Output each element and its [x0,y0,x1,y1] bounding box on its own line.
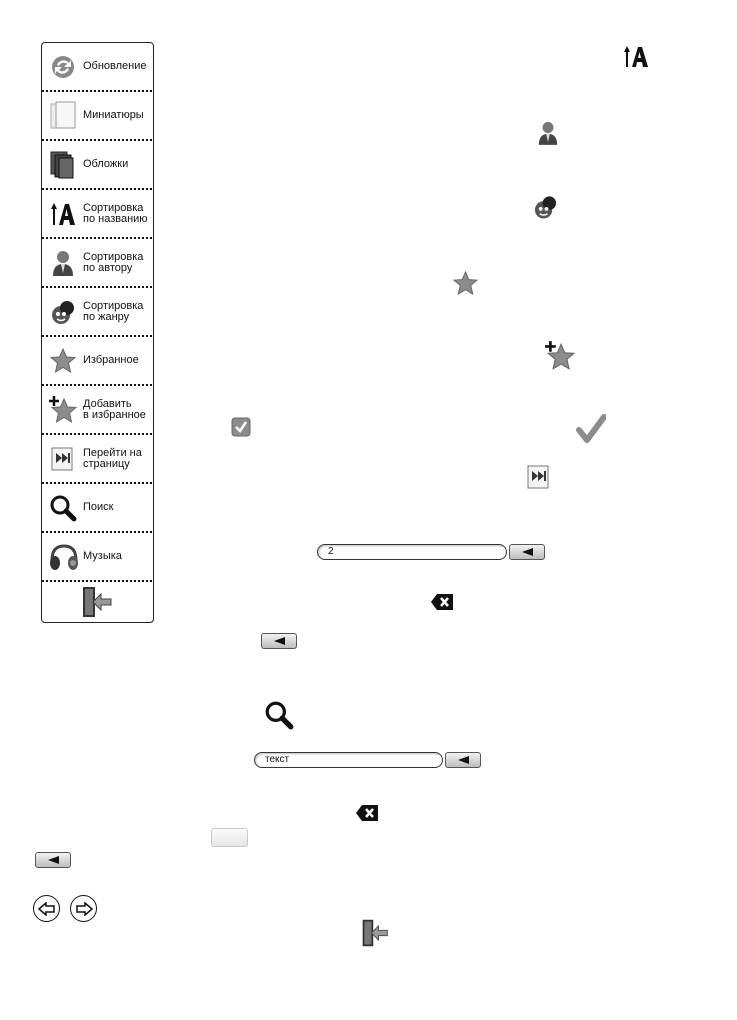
previous-arrow-icon[interactable] [33,895,60,922]
thumbnails-icon [48,99,78,133]
covers-icon [48,148,78,182]
add-to-favorites-icon[interactable] [545,340,575,377]
menu-item-refresh[interactable] [42,43,152,92]
back-arrow-icon [48,856,59,864]
page-input-back-button[interactable] [509,544,545,560]
menu-item-label: Сортировка по автору [83,250,144,274]
back-button[interactable] [35,852,71,868]
checkmark-icon[interactable] [576,414,606,449]
next-arrow-icon[interactable] [70,895,97,922]
menu-item-go-to-page[interactable] [42,435,152,484]
menu-item-thumbnails[interactable] [42,92,152,141]
menu-item-add-favorites[interactable] [42,386,152,435]
sort-by-title-icon[interactable] [622,44,650,73]
menu-item-music[interactable] [42,533,152,582]
sort-by-author-icon[interactable] [537,120,559,151]
back-arrow-icon [274,637,285,645]
menu-item-sort-title[interactable] [42,190,152,239]
search-input-back-button[interactable] [445,752,481,768]
menu-item-favorites[interactable] [42,337,152,386]
checkbox-checked-icon[interactable] [231,417,251,442]
backspace-icon[interactable] [430,593,454,616]
menu-item-covers[interactable] [42,141,152,190]
keyboard-icon[interactable] [211,828,248,847]
menu-item-label: Сортировка по названию [83,201,148,225]
sort-by-author-icon [48,246,78,280]
menu-item-search[interactable] [42,484,152,533]
exit-icon [81,585,113,619]
music-headphones-icon [48,540,78,574]
menu-item-label: Избранное [83,354,139,366]
menu-item-exit[interactable] [42,582,152,622]
back-arrow-icon [458,756,469,764]
back-arrow-icon [522,548,533,556]
favorites-star-icon [48,344,78,378]
menu-item-label: Сортировка по жанру [83,299,144,323]
menu-item-label: Перейти на страницу [83,446,142,470]
menu-item-label: Поиск [83,501,114,513]
search-icon[interactable] [264,700,294,735]
menu-item-sort-author[interactable] [42,239,152,288]
menu-item-label: Обновление [83,60,147,72]
search-text-input[interactable]: текст [254,752,443,768]
exit-icon[interactable] [360,918,390,953]
search-icon [48,491,78,525]
add-to-favorites-icon [48,393,78,427]
go-to-page-icon [48,442,78,476]
favorites-star-icon[interactable] [452,270,479,302]
side-menu [41,42,154,623]
refresh-icon [48,50,78,84]
go-to-page-icon[interactable] [525,463,553,496]
menu-item-label: Музыка [83,550,122,562]
backspace-icon[interactable] [355,804,379,827]
page-number-input[interactable]: 2 [317,544,507,560]
back-button[interactable] [261,633,297,649]
menu-item-label: Добавить в избранное [83,397,146,421]
sort-by-title-icon [48,197,78,231]
sort-by-genre-icon [48,295,78,329]
menu-item-label: Обложки [83,158,129,170]
sort-by-genre-icon[interactable] [533,193,558,226]
menu-item-sort-genre[interactable] [42,288,152,337]
menu-item-label: Миниатюры [83,109,144,121]
